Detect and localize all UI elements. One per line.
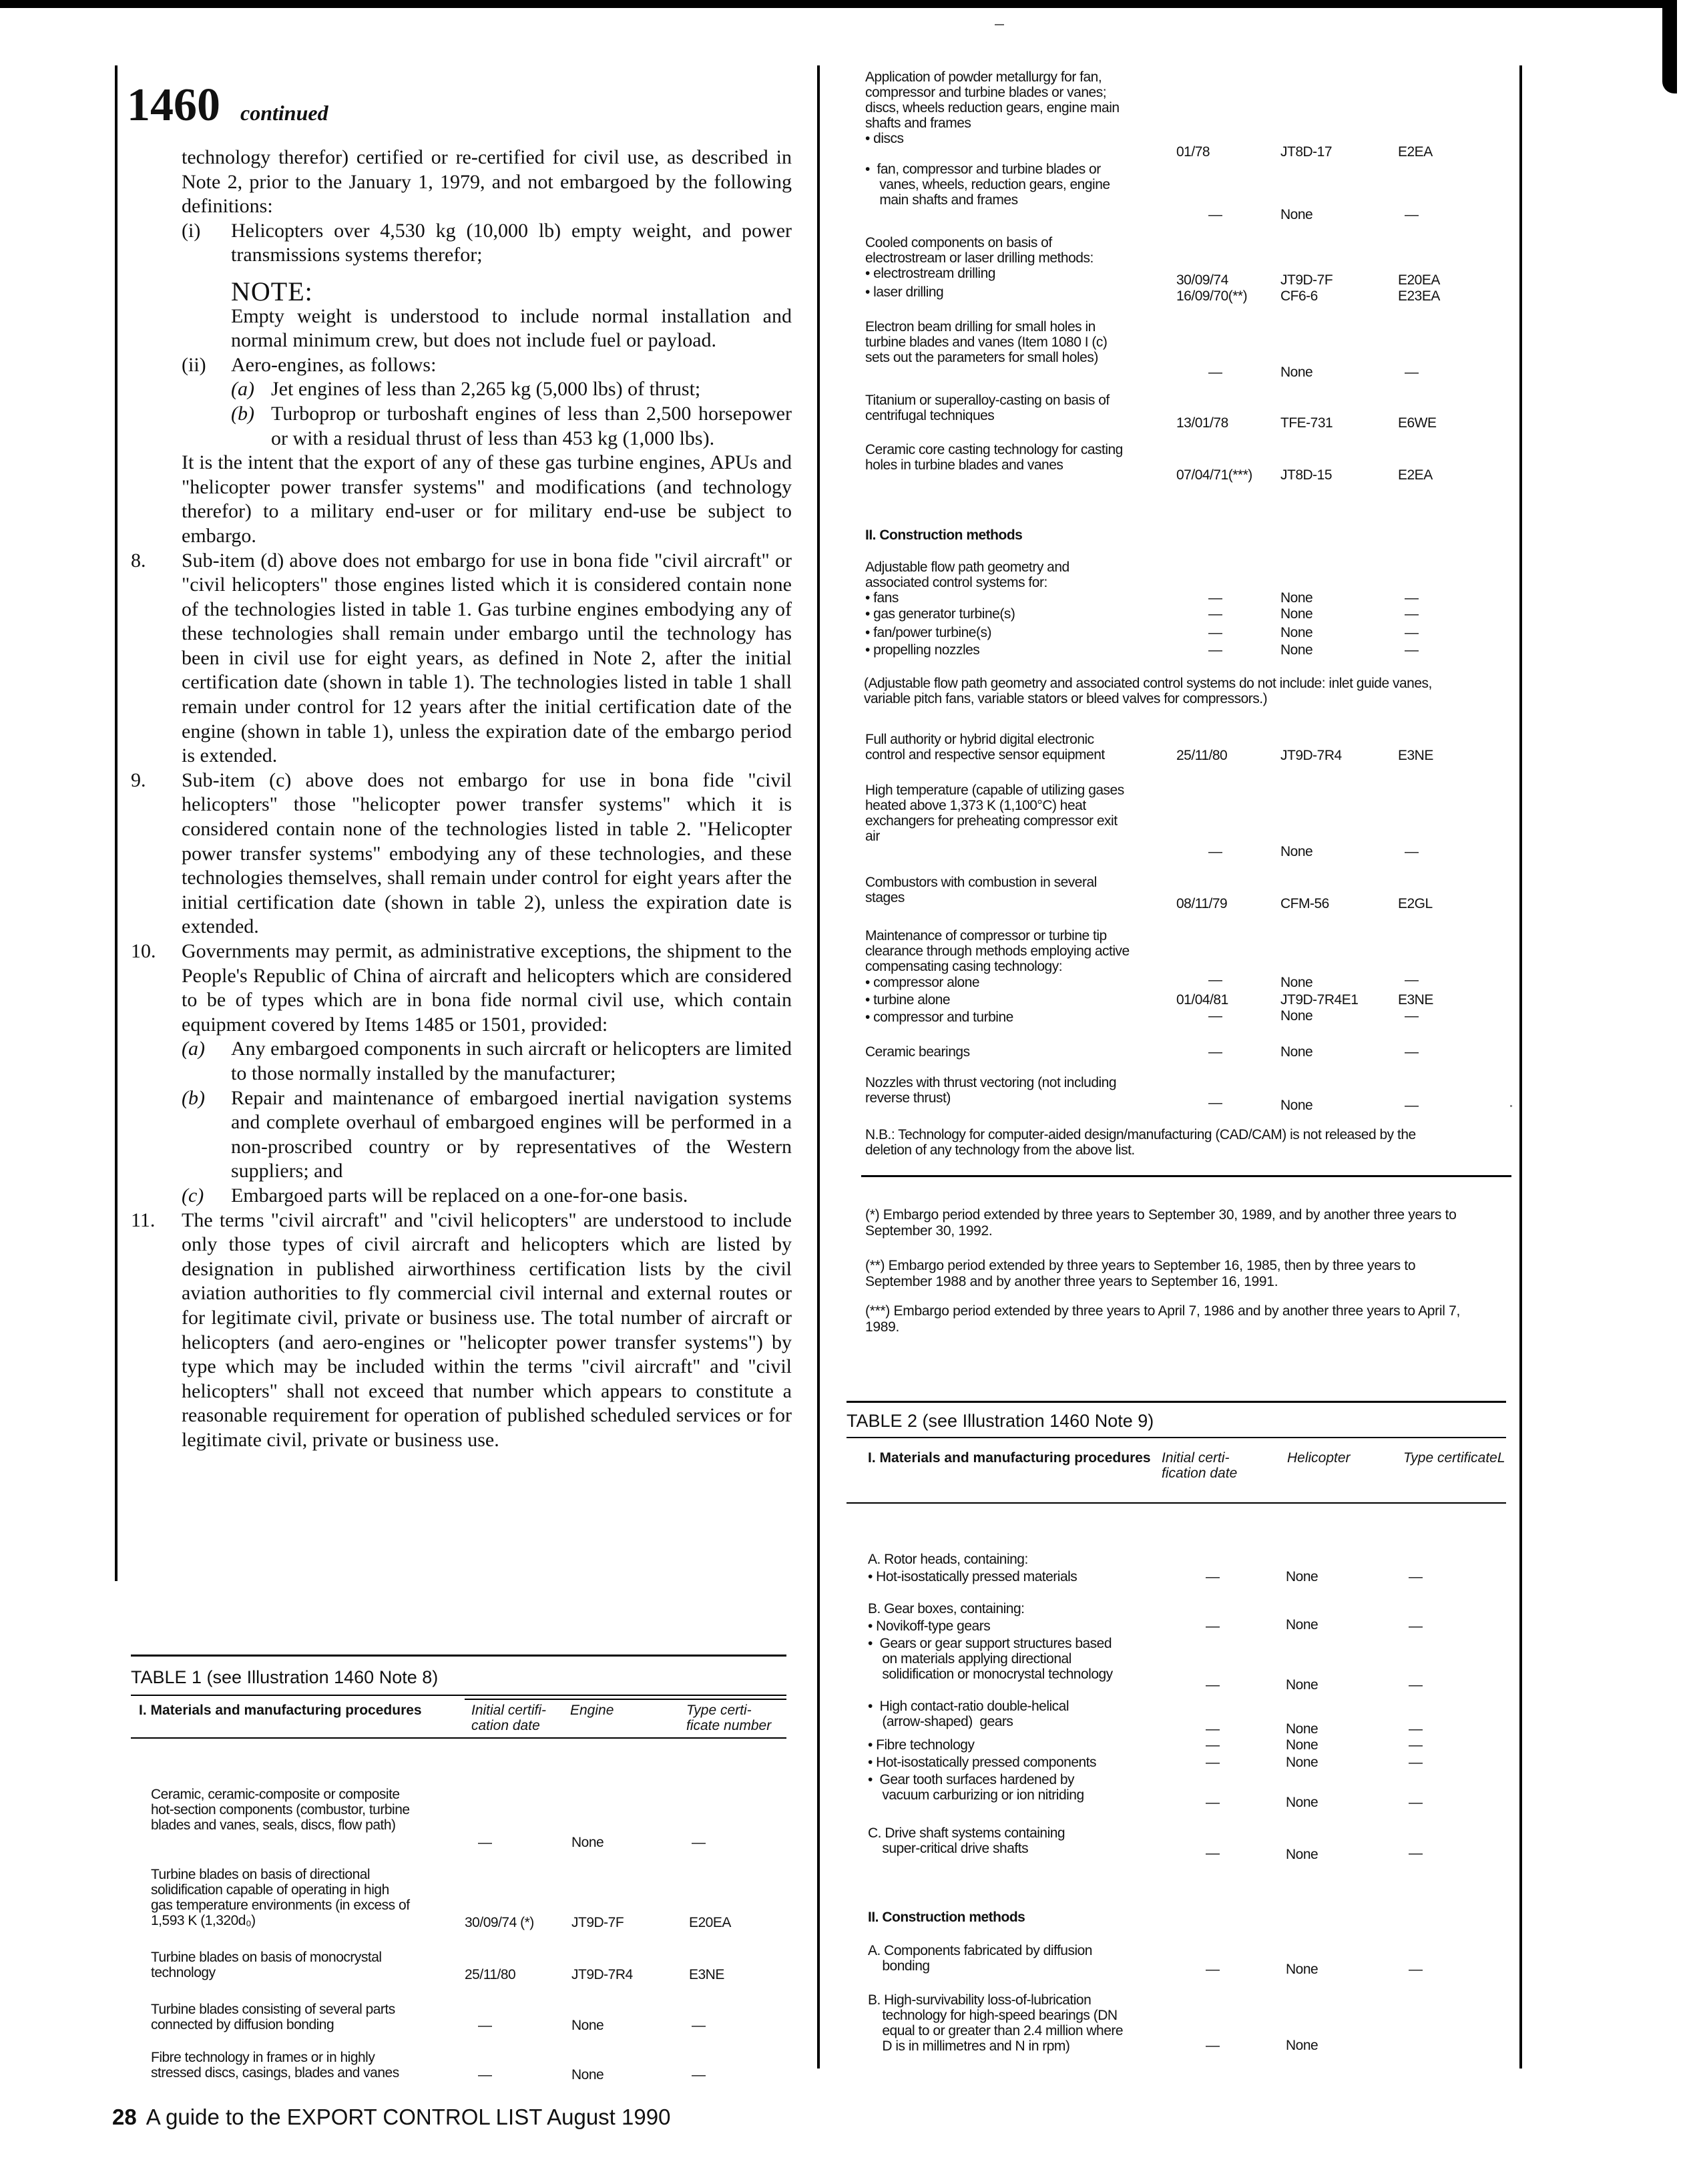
table-cell-date: 01/78	[1176, 144, 1210, 160]
table-1-col-materials: I. Materials and manufacturing procedures	[139, 1703, 422, 1718]
note-10-b	[131, 1086, 792, 1184]
table-row: Titanium or superalloy-casting on basis of centrifugal techniques	[865, 393, 1110, 423]
table-1-header-rule	[465, 1699, 786, 1700]
table-cell-date: —	[1206, 1569, 1220, 1584]
table-1-top-rule	[131, 1655, 786, 1657]
table-cell-engine: JT9D-7R4E1	[1280, 992, 1359, 1008]
table-cell-date: 07/04/71(***)	[1176, 467, 1252, 483]
table-row: Turbine blades on basis of monocrystal technology	[151, 1950, 382, 1980]
footnote-2: (**) Embargo period extended by three years to September 16, 1985, then by three years to September 1988 and by another three years to September 16, 1991.	[865, 1258, 1416, 1289]
table-cell-type: —	[1409, 1845, 1423, 1861]
table-cell-type: E3NE	[1398, 992, 1433, 1008]
note-10-a	[131, 1037, 792, 1086]
table-row: • propelling nozzles	[865, 642, 980, 658]
table-cell-helicopter: None	[1286, 1677, 1318, 1693]
table-cell-type: —	[692, 1835, 706, 1850]
table-row: Cooled components on basis of electrostream or laser drilling methods:	[865, 235, 1094, 266]
table-1-body	[131, 1696, 786, 2090]
table-cell-date: —	[1206, 1618, 1220, 1634]
table-cell-engine: JT9D-7R4	[1280, 748, 1342, 763]
table-row: Turbine blades consisting of several parts connected by diffusion bonding	[151, 2002, 395, 2032]
definition-i-text: Helicopters over 4,530 kg (10,000 lb) empty weight, and power transmissions systems therefor;	[231, 219, 792, 266]
left-margin-rule	[115, 65, 117, 1581]
table-cell-helicopter: None	[1286, 2038, 1318, 2053]
table-cell-date: 25/11/80	[1176, 748, 1228, 763]
right-margin-rule	[1519, 65, 1522, 2068]
footnote-3: (***) Embargo period extended by three years to April 7, 1986 and by another three years to April 7, 1989.	[865, 1303, 1461, 1335]
table-cell-engine: None	[1280, 625, 1313, 640]
table-row: • Gear tooth surfaces hardened by vacuum carburizing or ion nitriding	[868, 1772, 1084, 1803]
table-cell-date: —	[1208, 1044, 1222, 1060]
table-cell-engine: JT9D-7R4	[571, 1967, 633, 1982]
definition-ii-text: Aero-engines, as follows:	[231, 353, 437, 376]
table-row: Combustors with combustion in several stages	[865, 875, 1097, 905]
table-cell-type: —	[1409, 1795, 1423, 1810]
table-cell-engine: JT9D-7F	[1280, 272, 1333, 288]
intro-paragraph: technology therefor) certified or re-certified for civil use, as described in Note 2, prior to the January 1, 1979, and not embargoed by the following definitions:	[182, 146, 792, 218]
table-cell-engine: None	[571, 1835, 604, 1850]
table-1	[131, 1655, 786, 2090]
table-cell-helicopter: None	[1286, 1569, 1318, 1584]
table-2-top-rule	[847, 1401, 1506, 1403]
note-11-text: The terms "civil aircraft" and "civil helicopters" are understood to include only those types of civil aircraft and helicopters which are listed by designation in published airworthiness certification lists by the civil aviation authorities to fly commercial civil internal and external routes or for legitimate civil, private or business use. The total number of aircraft or helicopters (and aero-engines or "helicopter power transfer systems") by type which may be included within the terms "civil aircraft" and "civil helicopters" shall not exceed that number which appears to constitute a reasonable requirement for operation of published scheduled services or for legitimate civil, private or business use.	[182, 1209, 792, 1451]
page-footer	[112, 2105, 670, 2130]
table-cell-date: —	[1208, 606, 1222, 622]
table-cell-type: —	[1405, 207, 1419, 222]
table-cell-date: —	[1208, 972, 1222, 988]
table-cell-type: —	[1405, 642, 1419, 658]
table-row: • Hot-isostatically pressed materials	[868, 1569, 1077, 1584]
table-cell-engine: None	[1280, 844, 1313, 859]
table-cell-type: —	[1405, 844, 1419, 859]
table-row: Nozzles with thrust vectoring (not including reverse thrust)	[865, 1075, 1117, 1106]
table-cell-engine: JT8D-15	[1280, 467, 1333, 483]
note-11-number: 11.	[131, 1209, 156, 1231]
note-10	[131, 939, 792, 1037]
table-row: • compressor and turbine	[865, 1010, 1013, 1025]
table-row: • High contact-ratio double-helical (arrow-shaped) gears	[868, 1699, 1069, 1729]
table-cell-engine: CFM-56	[1280, 896, 1329, 911]
table-row: • Hot-isostatically pressed components	[868, 1755, 1097, 1770]
note-10-text: Governments may permit, as administrative exceptions, the shipment to the People's Republic of China of aircraft and helicopters which are considered to be of types which are in bona fide normal civil use, which contain equipment covered by Items 1485 or 1501, provided:	[182, 940, 792, 1036]
table-cell-engine: JT8D-17	[1280, 144, 1333, 160]
table-cell-date: —	[478, 2018, 492, 2033]
footnote-1: (*) Embargo period extended by three years to September 30, 1989, and by another three years to September 30, 1992.	[865, 1207, 1457, 1239]
table-1-col-type: Type certi- ficate number	[686, 1703, 772, 1733]
table-cell-engine: None	[1280, 606, 1313, 622]
table-cell-date: —	[1208, 365, 1222, 380]
definition-i-label: (i)	[182, 219, 201, 242]
note-10-b-label: (b)	[182, 1086, 205, 1109]
table-row: • turbine alone	[865, 992, 951, 1008]
table-row: Application of powder metallurgy for fan, compressor and turbine blades or vanes; discs, wheels reduction gears, engine main shafts and frames	[865, 69, 1120, 131]
table-cell-helicopter: None	[1286, 1847, 1318, 1862]
table-2-header-rule	[847, 1502, 1506, 1504]
table-cell-type: —	[1409, 1677, 1423, 1693]
footer-title: A guide to the EXPORT CONTROL LIST August 1990	[146, 2105, 671, 2129]
table-cell-date: 08/11/79	[1176, 896, 1228, 911]
table-row: • compressor alone	[865, 975, 980, 990]
table-cell-type: —	[1405, 1008, 1419, 1024]
table-row: Turbine blades on basis of directional solidification capable of operating in high gas temperature environments (in excess of 1,593 K (1,320d₀)	[151, 1867, 410, 1928]
table-cell-date: —	[1206, 1755, 1220, 1770]
table-1-col-date: Initial certifi- cation date	[471, 1703, 547, 1733]
table-row: Adjustable flow path geometry and associated control systems for:	[865, 560, 1069, 590]
definition-ii-label: (ii)	[182, 353, 206, 376]
table-cell-type: E20EA	[689, 1915, 731, 1930]
table-1-continued	[861, 67, 1509, 1335]
table-cell-type: —	[1409, 1569, 1423, 1584]
table-cell-date: —	[1208, 625, 1222, 640]
table-cell-engine: None	[1280, 975, 1313, 990]
table-cell-date: —	[1206, 2038, 1220, 2053]
table-2-col-type: Type certificateL	[1403, 1450, 1505, 1466]
definition-ii-a	[131, 377, 792, 402]
table-cell-type: —	[1409, 1962, 1423, 1977]
note-8-text: Sub-item (d) above does not embargo for use in bona fide "civil aircraft" or "civil helicopters" those engines listed which it is considered contain none of the technologies listed in table 1. Gas turbine engines embodying any of these technologies shall remain under embargo until the technology has been in civil use for eight years, as defined in Note 2, after the initial certification date (shown in table 1). The technologies listed in table 1 shall remain under control for 12 years after the initial certification date of the engine (shown in table 1), unless the expiration date of the embargo period is extended.	[182, 549, 792, 767]
table-cell-date: 01/04/81	[1176, 992, 1228, 1008]
table-row: Ceramic bearings	[865, 1044, 970, 1060]
table-cell-date: —	[1208, 1095, 1222, 1110]
table-row: Fibre technology in frames or in highly stressed discs, casings, blades and vanes	[151, 2050, 399, 2081]
note-10-number: 10.	[131, 940, 156, 962]
table-cell-engine: None	[1280, 590, 1313, 606]
table-cell-type: E23EA	[1398, 288, 1440, 304]
note-9-number: 9.	[131, 769, 146, 791]
table-cell-type: E2EA	[1398, 144, 1433, 160]
table-row: A. Rotor heads, containing:	[868, 1552, 1028, 1567]
definition-a-label: (a)	[231, 378, 254, 401]
table-cell-type: —	[1405, 1044, 1419, 1060]
table-cell-engine: JT9D-7F	[571, 1915, 624, 1930]
definition-ii	[131, 353, 792, 378]
table-row: • laser drilling	[865, 284, 944, 300]
table-cell-type: —	[692, 2018, 706, 2033]
table-cell-type: E20EA	[1398, 272, 1440, 288]
note-9	[131, 769, 792, 939]
table-cell-type: E6WE	[1398, 415, 1437, 431]
table-cell-type: —	[1405, 365, 1419, 380]
table-2-body	[847, 1438, 1506, 2079]
table-2	[847, 1401, 1506, 2079]
table-1-col-engine: Engine	[570, 1703, 614, 1718]
table-cell-date: 13/01/78	[1176, 415, 1228, 431]
definition-i	[131, 219, 792, 268]
table-cell-helicopter: None	[1286, 1962, 1318, 1977]
table-cell-engine: TFE-731	[1280, 415, 1333, 431]
table-row: • gas generator turbine(s)	[865, 606, 1015, 622]
section-heading-construction: II. Construction methods	[865, 527, 1023, 543]
table-row: A. Components fabricated by diffusion bonding	[868, 1943, 1092, 1974]
scan-mark	[995, 24, 1004, 25]
table-cell-date: —	[1206, 1795, 1220, 1810]
table-cell-type: E2GL	[1398, 896, 1433, 911]
table-cell-date: —	[1206, 1721, 1220, 1737]
table-cell-date: —	[478, 1835, 492, 1850]
table-cell-date: —	[1206, 1845, 1220, 1861]
section-heading-construction-2: II. Construction methods	[868, 1910, 1025, 1925]
table-cell-date: —	[478, 2067, 492, 2083]
table-cell-date: 30/09/74	[1176, 272, 1228, 288]
table-1-continued-body	[861, 67, 1509, 1335]
table-cell-helicopter: None	[1286, 1617, 1318, 1632]
column-divider-rule	[817, 65, 820, 2068]
table-row: • fan, compressor and turbine blades or vanes, wheels, reduction gears, engine main shafts and frames	[865, 162, 1110, 208]
table-cell-engine: None	[1280, 207, 1313, 222]
table-cell-engine: None	[1280, 1008, 1313, 1024]
table-1-bottom-rule	[861, 1175, 1511, 1177]
table-cell-helicopter: None	[1286, 1721, 1318, 1737]
table-1-title: TABLE 1 (see Illustration 1460 Note 8)	[131, 1667, 439, 1687]
item-number: 1460	[127, 79, 220, 131]
table-cell-type: —	[1409, 1737, 1423, 1753]
table-row: Full authority or hybrid digital electronic control and respective sensor equipment	[865, 732, 1105, 762]
note-10-a-label: (a)	[182, 1038, 205, 1060]
table-row: • Fibre technology	[868, 1737, 975, 1753]
table-cell-type: —	[1409, 1618, 1423, 1634]
table-cell-helicopter: None	[1286, 1755, 1318, 1770]
note-10-c	[131, 1184, 792, 1209]
item-header	[127, 79, 328, 132]
table-1-header-bottom-rule	[131, 1737, 786, 1739]
note-9-text: Sub-item (c) above does not embargo for use in bona fide "civil helicopters" those "helicopter power transfer systems" which it is considered contain none of the technologies listed in table 2. "Helicopter power transfer systems" embodying any of these technologies, and these technologies themselves, shall remain under control for eight years after the initial certification date (shown in table 2), unless the expiration date is extended.	[182, 769, 792, 938]
table-cell-date: 30/09/74 (*)	[465, 1915, 534, 1930]
table-cell-engine: None	[1280, 1098, 1313, 1113]
continued-label: continued	[240, 101, 328, 125]
table-cell-type: —	[1405, 590, 1419, 606]
right-corner-rule	[1662, 0, 1677, 93]
table-cell-date: —	[1208, 590, 1222, 606]
table-cell-engine: CF6-6	[1280, 288, 1318, 304]
table-cell-type: —	[1409, 1721, 1423, 1737]
table-2-col-helicopter: Helicopter	[1287, 1450, 1351, 1466]
table-cell-date: —	[1208, 1008, 1222, 1024]
table-cell-date: —	[1208, 642, 1222, 658]
note-text: Empty weight is understood to include normal installation and normal minimum crew, but does not include fuel or payload.	[231, 304, 792, 352]
table-row: B. Gear boxes, containing:	[868, 1601, 1025, 1616]
table-row: High temperature (capable of utilizing gases heated above 1,373 K (1,100°C) heat exchangers for preheating compressor exit air	[865, 783, 1124, 844]
table-cell-date: —	[1206, 1677, 1220, 1693]
left-column	[131, 146, 792, 1452]
definition-ii-b	[131, 402, 792, 451]
table-cell-type: —	[1405, 606, 1419, 622]
table-cell-type: E3NE	[1398, 748, 1433, 763]
table-row: C. Drive shaft systems containing super-critical drive shafts	[868, 1825, 1065, 1856]
table-cell-type: —	[692, 2067, 706, 2083]
table-cell-date: 16/09/70(**)	[1176, 288, 1248, 304]
table-row: Ceramic, ceramic-composite or composite hot-section components (combustor, turbine blades and vanes, seals, discs, flow path)	[151, 1787, 410, 1833]
note-10-c-text: Embargoed parts will be replaced on a one-for-one basis.	[231, 1184, 688, 1207]
table-row: B. High-survivability loss-of-lubrication technology for high-speed bearings (DN equal to or greater than 2.4 million where D is in millimetres and N in rpm)	[868, 1992, 1124, 2054]
table-cell-type: —	[1405, 625, 1419, 640]
page-number: 28	[112, 2105, 137, 2129]
note-8-number: 8.	[131, 549, 146, 572]
table-2-title: TABLE 2 (see Illustration 1460 Note 9)	[847, 1411, 1154, 1431]
table-note: (Adjustable flow path geometry and associated control systems do not include: inlet guide vanes, variable pitch fans, variable stators or bleed valves for compressors.)	[864, 676, 1432, 706]
table-row: • fans	[865, 590, 899, 606]
table-cell-type: —	[1409, 1755, 1423, 1770]
table-cell-engine: None	[571, 2067, 604, 2083]
table-cell-date: —	[1206, 1737, 1220, 1753]
table-cell-helicopter: None	[1286, 1795, 1318, 1810]
table-2-col-materials: I. Materials and manufacturing procedures	[868, 1450, 1151, 1466]
table-row: • Gears or gear support structures based on materials applying directional solidification or monocrystal technology	[868, 1636, 1113, 1682]
table-row: • Novikoff-type gears	[868, 1618, 991, 1634]
table-cell-type: E3NE	[689, 1967, 724, 1982]
note-heading: NOTE:	[231, 276, 313, 306]
table-2-col-date: Initial certi- fication date	[1162, 1450, 1238, 1481]
note-10-a-text: Any embargoed components in such aircraft or helicopters are limited to those normally installed by the manufacturer;	[231, 1038, 792, 1084]
scan-dot	[1510, 1105, 1512, 1107]
table-cell-engine: None	[1280, 642, 1313, 658]
table-cell-engine: None	[1280, 365, 1313, 380]
table-cell-date: —	[1208, 207, 1222, 222]
table-row: Maintenance of compressor or turbine tip clearance through methods employing active compensating casing technology:	[865, 928, 1130, 974]
table-row: • fan/power turbine(s)	[865, 625, 991, 640]
table-row: • electrostream drilling	[865, 266, 995, 281]
definition-b-label: (b)	[231, 402, 254, 425]
table-cell-type: —	[1405, 1098, 1419, 1113]
note-8	[131, 549, 792, 769]
top-border-rule	[0, 0, 1662, 8]
table-cell-type: —	[1405, 972, 1419, 988]
table-row: • discs	[865, 131, 904, 146]
table-cell-engine: None	[571, 2018, 604, 2033]
table-cell-type: E2EA	[1398, 467, 1433, 483]
table-cell-helicopter: None	[1286, 1737, 1318, 1753]
note-11	[131, 1209, 792, 1453]
table-cell-date: —	[1208, 844, 1222, 859]
note-10-b-text: Repair and maintenance of embargoed inertial navigation systems and complete overhaul of embargoed engines will be performed in a non-proscribed country or by representatives of the Western suppliers; and	[231, 1086, 792, 1182]
table-cell-date: 25/11/80	[465, 1967, 516, 1982]
nb-note: N.B.: Technology for computer-aided design/manufacturing (CAD/CAM) is not released by the deletion of any technology from the above list.	[865, 1127, 1416, 1158]
intent-paragraph: It is the intent that the export of any of these gas turbine engines, APUs and "helicopter power transfer systems" and modifications (and technology therefor) to a military end-user or for military end-use be subject to embargo.	[182, 451, 792, 547]
note-10-c-label: (c)	[182, 1184, 204, 1207]
definition-a-text: Jet engines of less than 2,265 kg (5,000 lbs) of thrust;	[271, 378, 701, 401]
table-row: Electron beam drilling for small holes in turbine blades and vanes (Item 1080 I (c) sets out the parameters for small holes)	[865, 319, 1108, 365]
table-cell-engine: None	[1280, 1044, 1313, 1060]
definition-b-text: Turboprop or turboshaft engines of less than 2,500 horsepower or with a residual thrust of less than 453 kg (1,000 lbs).	[271, 402, 792, 449]
table-row: Ceramic core casting technology for casting holes in turbine blades and vanes	[865, 442, 1123, 473]
table-cell-date: —	[1206, 1962, 1220, 1977]
